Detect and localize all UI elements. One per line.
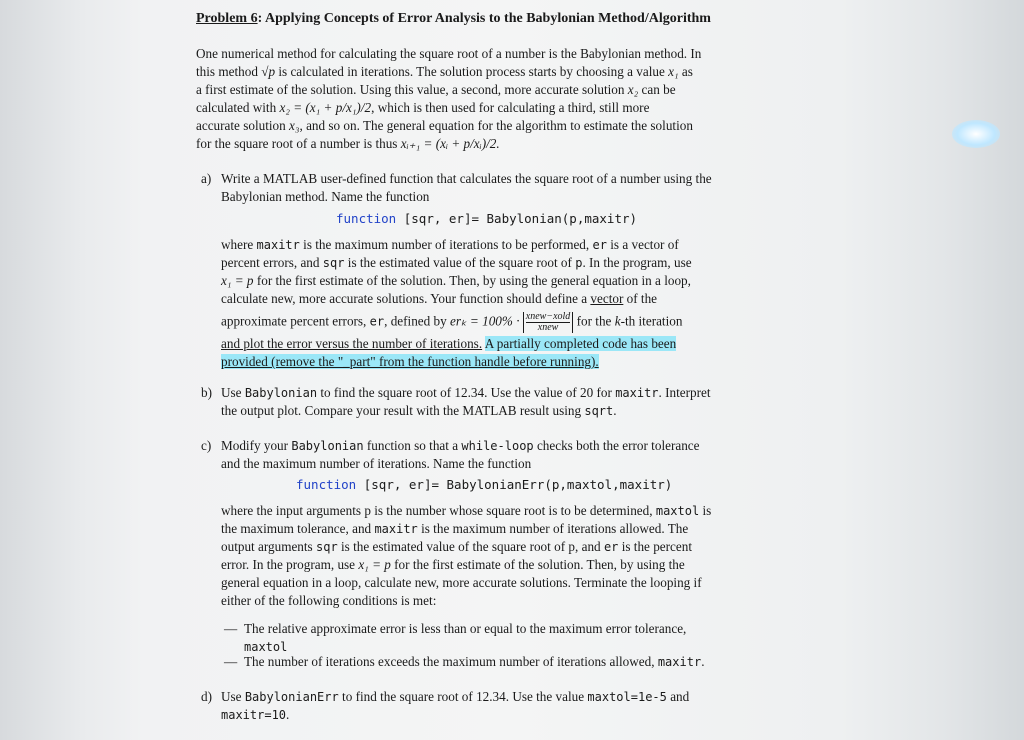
problem-number: Problem 6 [196, 11, 258, 26]
part-b-line-2 [221, 402, 781, 420]
intro-text: One numerical method for calculating the square root of a number is the Babylonian method. In [196, 46, 702, 61]
x1-equals-p-math: x₁ = p [358, 557, 391, 572]
code-er: er [592, 238, 607, 252]
text: for the first estimate of the solution. Then, by using the [394, 557, 685, 572]
text: -th iteration [620, 313, 683, 329]
error-formula-math: erₖ = 100% · [450, 313, 520, 329]
intro-text: accurate solution [196, 118, 286, 133]
intro-line-2 [196, 63, 776, 81]
intro-line-6 [196, 135, 776, 153]
part-a-label: a) [201, 171, 212, 186]
code-babylonianerr: BabylonianErr [244, 690, 339, 704]
x3-math: x₃ [289, 118, 300, 133]
part-a-line-2: Babylonian method. Name the function [221, 189, 430, 204]
text: for the first estimate of the solution. Then, by using the general equation in a loop, [256, 273, 691, 288]
document-page [196, 0, 796, 740]
x2-math: x₂ [627, 82, 639, 97]
text: . In the program, use [582, 255, 692, 270]
intro-text: can be [641, 82, 676, 97]
code-maxtol: maxtol [655, 504, 700, 518]
text: approximate percent errors, [221, 313, 367, 329]
part-a-desc-line-5 [221, 312, 781, 333]
x1-equals-p-math: x₁ = p [221, 273, 254, 288]
intro-text: , and so on. The general equation for the algorithm to estimate the solution [299, 118, 693, 133]
part-c-line-1 [221, 437, 781, 455]
condition-1-text: The relative approximate error is less than or equal to the maximum error tolerance, [244, 621, 687, 636]
part-b-line-1 [221, 384, 781, 402]
text: , defined by [384, 313, 447, 329]
dash: — [224, 621, 238, 636]
part-a-desc-line-7 [221, 353, 781, 371]
intro-text: a first estimate of the solution. Using this value, a second, more accurate solution [196, 82, 625, 97]
code-er: er [603, 540, 619, 554]
part-c-desc-line-2 [221, 520, 781, 538]
text: is the percent [621, 539, 692, 554]
sqrt-p-math: √p [261, 64, 276, 79]
code-er: er [369, 314, 385, 329]
code-sqrt: sqrt [584, 404, 614, 418]
highlighted-note: A partially completed code has been [484, 336, 677, 351]
code-maxitr: maxitr [615, 386, 659, 400]
problem-title-text: : Applying Concepts of Error Analysis to the Babylonian Method/Algorithm [257, 11, 711, 26]
intro-text: , which is then used for calculating a third, still more [371, 100, 650, 115]
part-c-description [221, 502, 781, 610]
intro-text: for the square root of a number is thus [196, 136, 398, 151]
k-math: k [614, 313, 621, 329]
part-c-desc-line-6: either of the following conditions is met: [221, 593, 437, 608]
text: is the maximum number of iterations to be performed, [303, 237, 590, 252]
part-d-label: d) [201, 689, 212, 704]
text: function so that a [366, 438, 459, 453]
part-a-description [221, 236, 781, 371]
part-a-function-signature [336, 210, 637, 228]
part-c-desc-line-5: general equation in a loop, calculate new, more accurate solutions. Terminate the looping if [221, 575, 702, 590]
intro-line-4 [196, 99, 776, 117]
text: to find the square root of 12.34. Use the value of 20 for [320, 385, 612, 400]
code-maxtol-value: maxtol=1e-5 [587, 690, 667, 704]
part-c-desc-line-3 [221, 538, 781, 556]
code-maxitr-value: maxitr=10 [221, 708, 287, 722]
code-babylonian: Babylonian [291, 439, 364, 453]
text: . [613, 403, 617, 418]
intro-text: this method [196, 64, 258, 79]
text: the output plot. Compare your result with the MATLAB result using [221, 403, 582, 418]
part-c-line-2: and the maximum number of iterations. Name the function [221, 456, 532, 471]
condition-2 [224, 653, 804, 671]
text: is the estimated value of the square root of [347, 255, 572, 270]
code-while-loop: while-loop [461, 439, 534, 453]
part-a-desc-line-6 [221, 335, 781, 353]
text: Use [221, 689, 242, 704]
code-babylonian: Babylonian [244, 386, 318, 400]
x1-math: x₁ [668, 64, 679, 79]
intro-text: is calculated in iterations. The solution process starts by choosing a value [278, 64, 665, 79]
intro-paragraph [196, 45, 776, 153]
text: is [702, 503, 712, 518]
intro-text: calculated with [196, 100, 277, 115]
dash: — [224, 654, 238, 669]
part-b-label: b) [201, 385, 212, 400]
part-d [201, 688, 781, 724]
code-maxitr: maxitr [657, 655, 702, 669]
code-maxitr: maxitr [374, 522, 418, 536]
part-b [201, 384, 781, 420]
fraction-numerator: xnew−xold [525, 311, 571, 322]
code-sqr: sqr [316, 540, 338, 554]
part-d-line-2 [221, 706, 781, 724]
text: of the [626, 291, 658, 306]
part-a-desc-line-4 [221, 290, 781, 308]
part-d-line-1 [221, 688, 781, 706]
code-sqr: sqr [322, 256, 345, 270]
text: and plot the error versus the number of iterations. [221, 336, 483, 351]
text: is the maximum number of iterations allowed. The [421, 521, 689, 536]
text: the maximum tolerance, and [221, 521, 372, 536]
error-fraction [523, 312, 574, 333]
code-maxtol: maxtol [244, 640, 288, 654]
intro-line-5 [196, 117, 776, 135]
highlighted-note: provided (remove the "_part" from the function handle before running). [221, 354, 599, 369]
part-a-desc-line-3 [221, 272, 781, 290]
text: output arguments [221, 539, 313, 554]
text: for the [576, 313, 612, 329]
x2-formula-math: x₂ = (x₁ + p/x₁)/2 [279, 100, 372, 115]
code-p: p [575, 256, 583, 270]
text: . Interpret [658, 385, 711, 400]
text: Use [221, 385, 242, 400]
text: where [221, 237, 254, 252]
intro-text: as [681, 64, 693, 79]
text: and [670, 689, 690, 704]
part-c-label: c) [201, 438, 212, 453]
part-a-desc-line-2 [221, 254, 781, 272]
code-maxitr: maxitr [256, 238, 300, 252]
screen-glare [952, 120, 1000, 148]
code-signature: [sqr, er]= Babylonian(p,maxitr) [396, 211, 638, 226]
condition-1 [224, 620, 804, 656]
text: is the estimated value of the square root of p, and [340, 539, 601, 554]
underlined-vector: vector [590, 291, 624, 306]
text: is a vector of [610, 237, 679, 252]
part-a [201, 170, 781, 206]
text: . [286, 707, 290, 722]
part-a-line-1: Write a MATLAB user-defined function that calculates the square root of a number using the [221, 171, 712, 186]
general-equation-math: xᵢ₊₁ = (xᵢ + p/xᵢ)/2. [400, 136, 500, 151]
problem-title [196, 10, 711, 28]
text: checks both the error tolerance [536, 438, 700, 453]
part-c-desc-line-4 [221, 556, 781, 574]
text: to find the square root of 12.34. Use the value [342, 689, 585, 704]
text: percent errors, and [221, 255, 320, 270]
part-c-desc-line-1 [221, 502, 781, 520]
part-c [201, 437, 781, 473]
text: calculate new, more accurate solutions. Your function should define a [221, 291, 588, 306]
code-keyword: function [336, 211, 397, 226]
code-keyword: function [296, 477, 357, 492]
text: . [701, 654, 705, 669]
fraction-denominator: xnew [537, 322, 559, 333]
code-signature: [sqr, er]= BabylonianErr(p,maxtol,maxitr) [356, 477, 673, 492]
text: Modify your [221, 438, 289, 453]
part-a-desc-line-1 [221, 236, 781, 254]
text: error. In the program, use [221, 557, 356, 572]
intro-line-1 [196, 45, 776, 63]
part-c-function-signature [296, 476, 672, 494]
text: where the input arguments p is the number whose square root is to be determined, [221, 503, 653, 518]
condition-2-text: The number of iterations exceeds the maximum number of iterations allowed, [244, 654, 655, 669]
intro-line-3 [196, 81, 776, 99]
